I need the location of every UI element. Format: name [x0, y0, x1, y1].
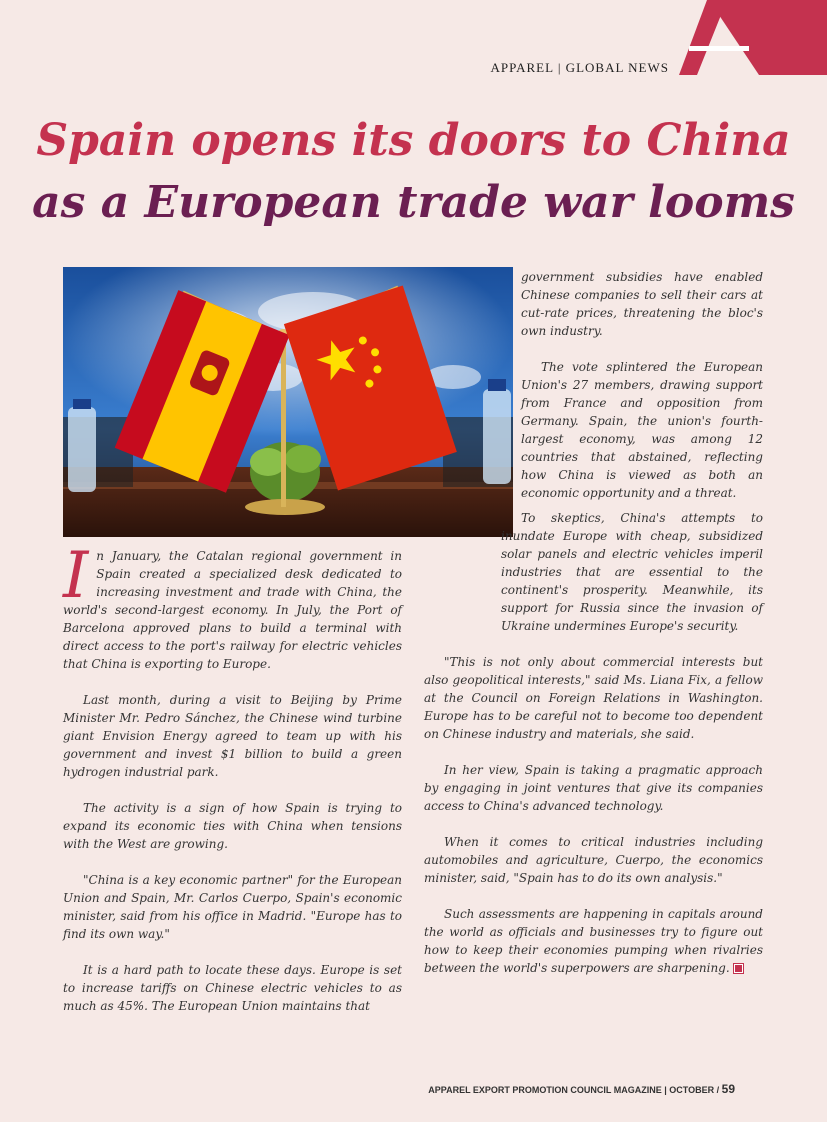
left-column — [63, 539, 402, 1015]
paragraph: "This is not only about commercial interests but also geopolitical interests," said Ms. Liana Fix, a fellow at the Council on Foreign Relations in Washington. Europe has to be careful not to become too dependent on Chinese industry and materials, she said. — [424, 655, 763, 741]
right-column-bottom — [424, 509, 763, 977]
paragraph: "China is a key economic partner" for the European Union and Spain, Mr. Carlos Cuerpo, Spain's economic minister, said from his office in Madrid. "Europe has to find its own way." — [63, 873, 402, 941]
paragraph: In January, the Catalan regional government in Spain created a specialized desk dedicated to increasing investment and trade with China, the world's second-largest economy. In July, the Port of Barcelona approved plans to build a terminal with direct access to the port's railway for electric vehicles that China is exporting to Europe. — [63, 539, 402, 671]
headline — [0, 110, 827, 234]
spain-china-flags-photo — [63, 267, 513, 537]
paragraph: The activity is a sign of how Spain is trying to expand its economic ties with China when tensions with the West are growing. — [63, 801, 402, 851]
page-footer — [428, 1082, 735, 1096]
paragraph: Last month, during a visit to Beijing by Prime Minister Mr. Pedro Sánchez, the Chinese wind turbine giant Envision Energy agreed to team up with his government and invest $1 billion to build a green hydrogen industrial park. — [63, 693, 402, 779]
corner-letter-logo — [667, 0, 827, 75]
right-column-top — [521, 268, 763, 502]
paragraph: government subsidies have enabled Chinese companies to sell their cars at cut-rate prices, threatening the bloc's own industry. — [521, 270, 763, 338]
paragraph: It is a hard path to locate these days. Europe is set to increase tariffs on Chinese electric vehicles to as much as 45%. The European Union maintains that — [63, 963, 402, 1013]
end-of-article-icon — [734, 964, 743, 973]
paragraph: The vote splintered the European Union's 27 members, drawing support from France and opposition from Germany. Spain, the union's fourth-largest economy, was among 12 countries that abstained, reflecting how China is viewed as both an economic opportunity and a threat. — [521, 360, 763, 500]
headline-line-2: as a European trade war looms — [32, 177, 795, 228]
headline-line-1: Spain opens its doors to China — [36, 115, 791, 166]
section-label: APPAREL | GLOBAL NEWS — [490, 60, 669, 75]
paragraph: In her view, Spain is taking a pragmatic approach by engaging in joint ventures that give its companies access to China's advanced technology. — [424, 763, 763, 813]
page-number: 59 — [721, 1082, 735, 1096]
paragraph: To skeptics, China's attempts to inundate Europe with cheap, subsidized solar panels and electric vehicles imperil industries that are essential to the continent's prosperity. Meanwhile, its support for Russia since the invasion of Ukraine undermines Europe's security. — [501, 511, 763, 633]
drop-cap: I — [63, 539, 89, 613]
footer-magazine-label: APPAREL EXPORT PROMOTION COUNCIL MAGAZINE | OCTOBER — [428, 1085, 715, 1095]
footer-separator: / — [714, 1085, 722, 1095]
paragraph: When it comes to critical industries including automobiles and agriculture, Cuerpo, the economics minister, said, "Spain has to do its own analysis." — [424, 835, 763, 885]
final-paragraph-text: Such assessments are happening in capitals around the world as officials and businesses try to figure out how to keep their economies pumping when rivalries between the world's superpowers are sharpening. — [424, 907, 763, 975]
paragraph — [424, 905, 763, 977]
